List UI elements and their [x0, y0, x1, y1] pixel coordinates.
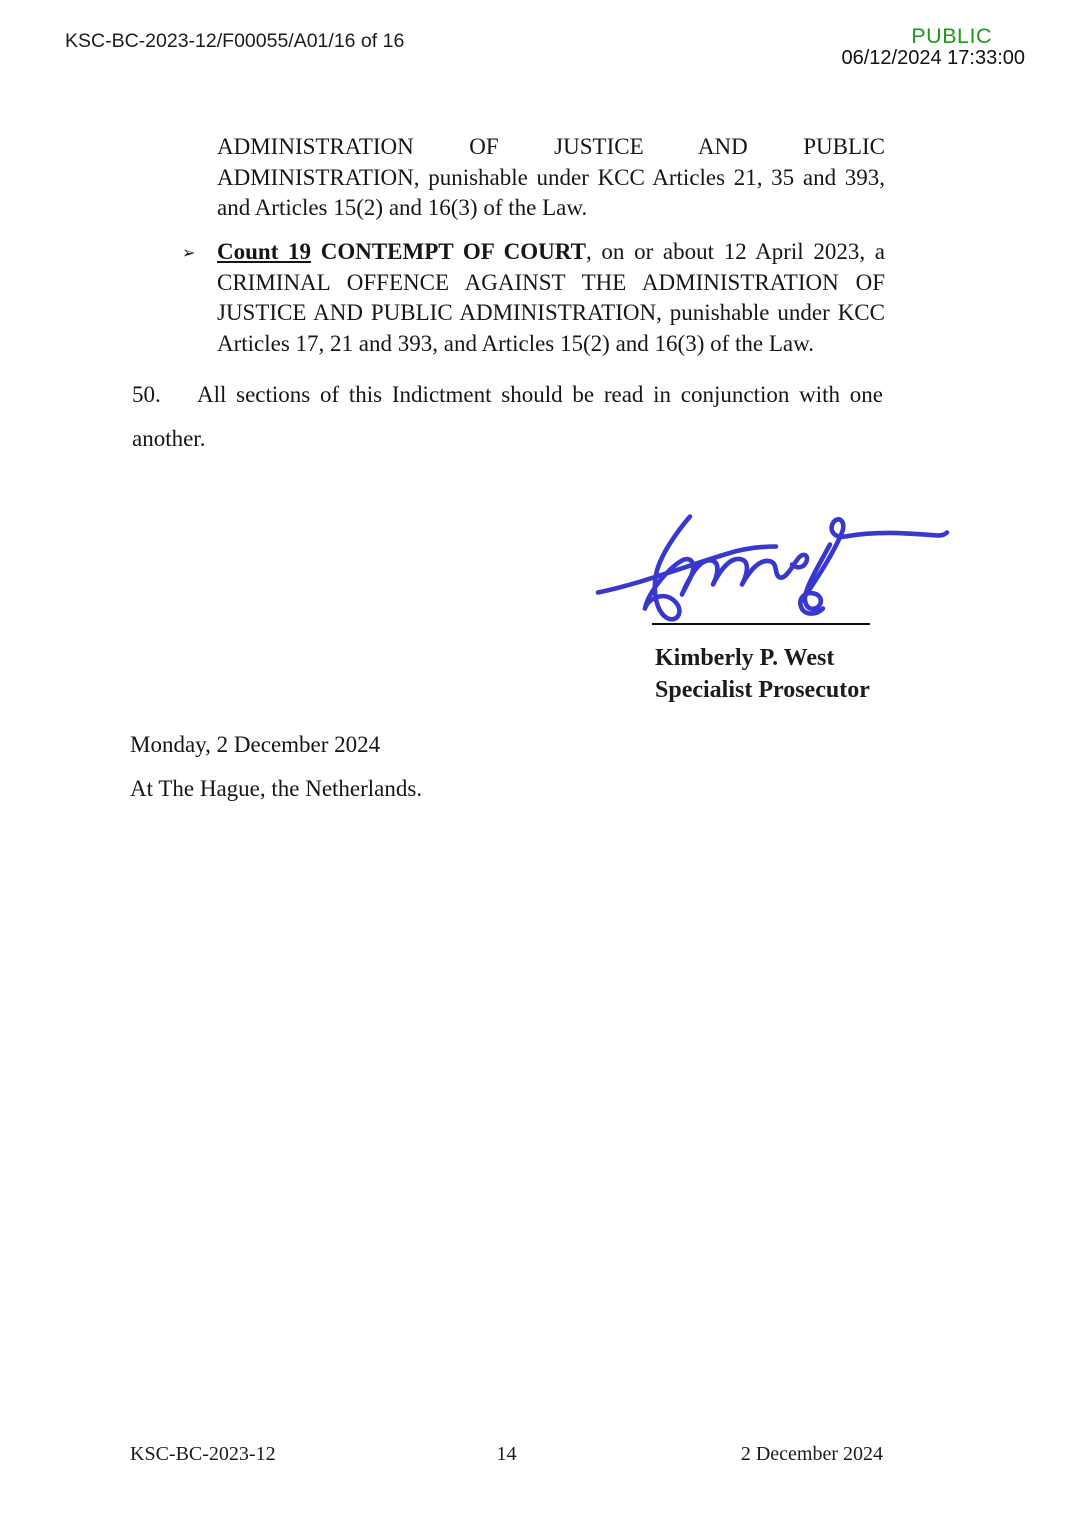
signatory-title: Specialist Prosecutor — [655, 677, 870, 703]
paragraph-line — [217, 237, 885, 268]
paragraph-50 — [132, 373, 883, 461]
footer-page-number: 14 — [496, 1443, 517, 1465]
classification-label: PUBLIC — [911, 24, 992, 48]
header-case-reference: KSC-BC-2023-12/F00055/A01/16 of 16 — [65, 30, 405, 52]
page-footer — [130, 1442, 883, 1466]
signing-place: At The Hague, the Netherlands. — [130, 776, 423, 801]
filing-timestamp: 06/12/2024 17:33:00 — [841, 47, 1025, 69]
footer-case-number: KSC-BC-2023-12 — [130, 1443, 276, 1465]
signatory-name: Kimberly P. West — [655, 645, 835, 671]
count-19-paragraph — [217, 237, 885, 359]
paragraph-line — [132, 373, 883, 417]
signature-line — [652, 623, 870, 625]
paragraph-text: All sections of this Indictment should be read in conjunction with one — [197, 382, 883, 407]
footer-date: 2 December 2024 — [740, 1443, 883, 1465]
count-line-rest: , on or about 12 April 2023, a — [585, 239, 886, 264]
paragraph-line: another. — [132, 426, 206, 451]
count-number-label: Count 19 — [217, 239, 312, 264]
paragraph-line: JUSTICE AND PUBLIC ADMINISTRATION, punishable under KCC — [217, 300, 885, 325]
count-title: CONTEMPT OF COURT — [311, 239, 586, 264]
date-place-block — [130, 723, 422, 811]
header-classification-block — [841, 24, 1025, 69]
paragraph-line: ADMINISTRATION OF JUSTICE AND PUBLIC — [217, 134, 885, 159]
signatory-block — [655, 642, 870, 706]
count-18-continuation-paragraph — [217, 132, 885, 224]
paragraph-line: Articles 17, 21 and 393, and Articles 15(2) and 16(3) of the Law. — [217, 330, 814, 356]
signing-date: Monday, 2 December 2024 — [130, 732, 381, 757]
paragraph-line: CRIMINAL OFFENCE AGAINST THE ADMINISTRATION OF — [217, 269, 885, 295]
signature-ink — [590, 503, 955, 631]
paragraph-line: and Articles 15(2) and 16(3) of the Law. — [217, 195, 588, 220]
paragraph-number: 50. — [132, 382, 161, 407]
paragraph-line: ADMINISTRATION, punishable under KCC Articles 21, 35 and 393, — [217, 164, 885, 190]
list-bullet-arrow-icon: ➢ — [182, 243, 196, 262]
